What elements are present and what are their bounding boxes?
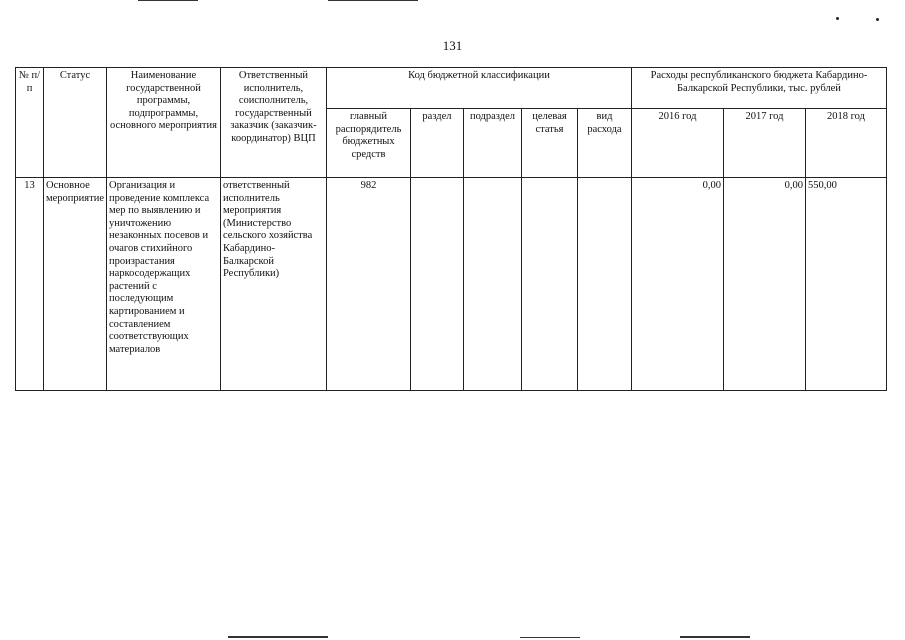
header-2017: 2017 год bbox=[723, 109, 805, 178]
header-row-top bbox=[16, 68, 887, 109]
scan-artifact-bottom bbox=[520, 637, 580, 638]
row-expense-type bbox=[577, 178, 631, 391]
scan-artifact-dot bbox=[876, 18, 879, 21]
row-subsection bbox=[463, 178, 521, 391]
header-expenses: Расходы республиканского бюджета Кабардино-Балкарской Республики, тыс. рублей bbox=[631, 68, 886, 109]
header-section: раздел bbox=[410, 109, 463, 178]
header-subsection: подраздел bbox=[463, 109, 521, 178]
header-2018: 2018 год bbox=[805, 109, 886, 178]
header-expense-type: вид расхода bbox=[577, 109, 631, 178]
header-main-manager: главный распорядитель бюджетных средств bbox=[326, 109, 410, 178]
row-2017: 0,00 bbox=[723, 178, 805, 391]
scan-artifact-bottom bbox=[680, 636, 750, 638]
row-num: 13 bbox=[16, 178, 44, 391]
row-responsible: ответственный исполнитель мероприятия (Министерство сельского хозяйства Кабардино-Балкарской Республики) bbox=[220, 178, 326, 391]
row-status: Основное мероприятие bbox=[44, 178, 107, 391]
scan-artifact-top-left bbox=[138, 0, 198, 1]
scan-artifact-top-right bbox=[328, 0, 418, 1]
row-main-manager: 982 bbox=[326, 178, 410, 391]
scan-artifact-bottom bbox=[228, 636, 328, 638]
header-name: Наименование государственной программы, подпрограммы, основного мероприятия bbox=[106, 68, 220, 178]
row-section bbox=[410, 178, 463, 391]
budget-table bbox=[15, 67, 887, 391]
page-number: 131 bbox=[442, 38, 463, 53]
row-2018: 550,00 bbox=[805, 178, 886, 391]
row-2016: 0,00 bbox=[631, 178, 723, 391]
row-name: Организация и проведение комплекса мер по выявлению и уничтожению незаконных посевов и очагов стихийного произрастания наркосодержащих растений с последующим картированием и составлением соответствующих материалов bbox=[106, 178, 220, 391]
scan-artifact-dot bbox=[836, 17, 839, 20]
header-2016: 2016 год bbox=[631, 109, 723, 178]
header-budget-code: Код бюджетной классификации bbox=[326, 68, 631, 109]
header-status: Статус bbox=[44, 68, 107, 178]
header-target-article: целевая статья bbox=[521, 109, 577, 178]
row-target-article bbox=[521, 178, 577, 391]
header-responsible: Ответственный исполнитель, соисполнитель, государственный заказчик (заказчик-координатор) ВЦП bbox=[220, 68, 326, 178]
table-row bbox=[16, 178, 887, 391]
header-num: № п/п bbox=[16, 68, 44, 178]
